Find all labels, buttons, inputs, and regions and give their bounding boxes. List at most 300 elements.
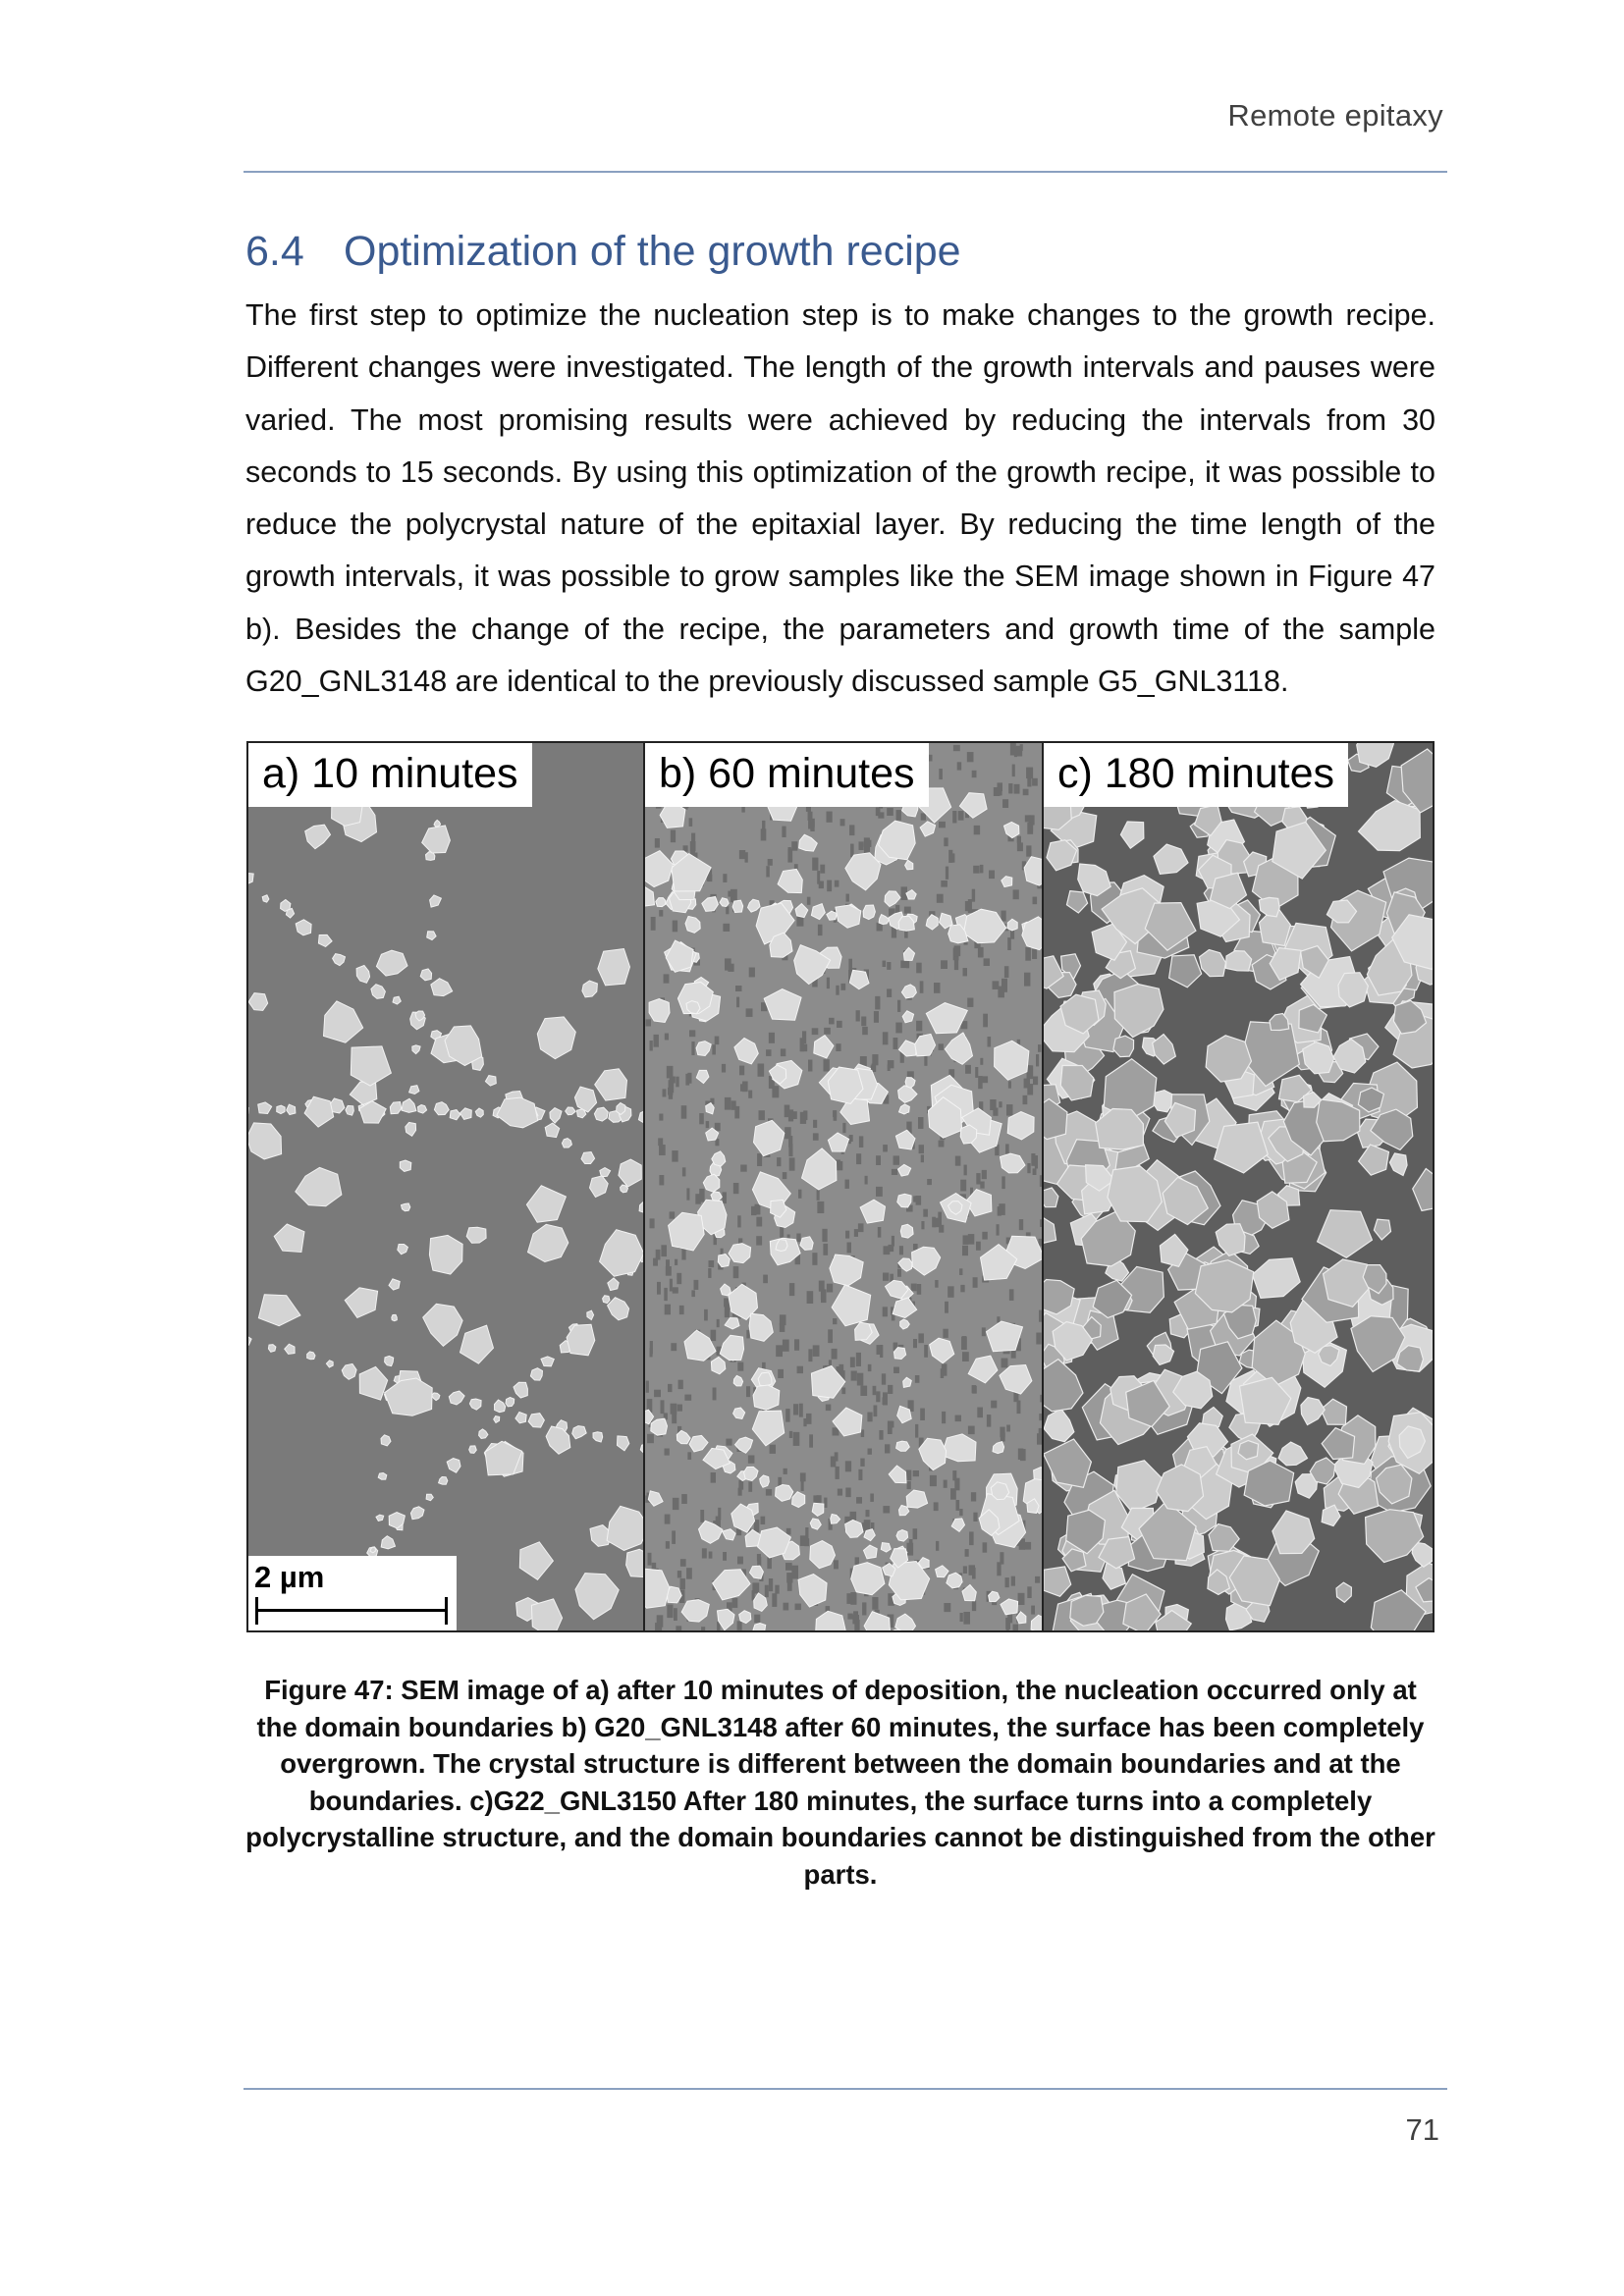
sem-texture-grain	[689, 818, 693, 827]
sem-texture-grain	[887, 988, 892, 997]
sem-texture-grain	[737, 1557, 743, 1565]
sem-texture-grain	[650, 1341, 653, 1354]
sem-texture-grain	[709, 1552, 713, 1559]
sem-texture-grain	[923, 1209, 928, 1217]
sem-texture-grain	[759, 1110, 765, 1120]
sem-texture-grain	[763, 1275, 768, 1284]
sem-texture-grain	[812, 858, 818, 871]
sem-texture-grain	[659, 1145, 666, 1155]
sem-texture-grain	[878, 1227, 882, 1238]
sem-texture-grain	[711, 1330, 717, 1341]
sem-texture-grain	[927, 1179, 932, 1185]
sem-texture-grain	[842, 1123, 845, 1133]
sem-texture-grain	[976, 1242, 981, 1251]
sem-texture-grain	[984, 958, 990, 966]
sem-texture-grain	[1017, 842, 1023, 851]
sem-texture-grain	[809, 1434, 813, 1447]
sem-texture-grain	[700, 1510, 704, 1522]
sem-texture-grain	[1009, 1289, 1014, 1301]
sem-texture-grain	[817, 1190, 820, 1201]
sem-texture-grain	[739, 1066, 744, 1076]
sem-texture-grain	[913, 1196, 918, 1201]
sem-texture-grain	[757, 1554, 761, 1561]
sem-texture-grain	[939, 822, 946, 828]
sem-texture-grain	[837, 1021, 842, 1028]
sem-texture-grain	[921, 1154, 924, 1162]
sem-texture-grain	[723, 924, 730, 932]
sem-texture-grain	[875, 996, 880, 1010]
sem-texture-grain	[655, 838, 660, 848]
sem-texture-grain	[737, 1362, 743, 1371]
sem-texture-grain	[999, 1101, 1001, 1107]
sem-texture-grain	[794, 1339, 799, 1351]
sem-texture-grain	[892, 1236, 894, 1247]
sem-texture-grain	[746, 1330, 749, 1339]
sem-texture-grain	[767, 1557, 772, 1569]
sem-texture-grain	[944, 1480, 947, 1488]
sem-texture-grain	[1036, 1333, 1041, 1345]
section-number: 6.4	[245, 228, 304, 275]
sem-texture-grain	[680, 1578, 685, 1589]
sem-texture-grain	[971, 1492, 976, 1501]
sem-texture-grain	[715, 1037, 720, 1045]
header-divider	[244, 171, 1447, 173]
sem-texture-grain	[785, 1409, 789, 1422]
sem-texture-grain	[650, 1041, 653, 1051]
sem-texture-grain	[807, 1291, 814, 1304]
sem-texture-grain	[770, 1445, 776, 1454]
sem-texture-grain	[677, 1273, 681, 1284]
sem-texture-grain	[726, 1439, 731, 1446]
sem-texture-grain	[1014, 784, 1020, 794]
sem-texture-grain	[805, 1527, 808, 1540]
sem-texture-grain	[941, 960, 947, 969]
sem-texture-grain	[725, 958, 731, 970]
sem-texture-grain	[739, 850, 745, 859]
sem-texture-grain	[778, 1369, 784, 1378]
sem-texture-grain	[1002, 799, 1008, 808]
sem-texture-grain	[672, 1150, 677, 1162]
sem-texture-grain	[952, 1470, 956, 1480]
sem-texture-grain	[960, 1613, 963, 1622]
sem-texture-grain	[858, 1469, 862, 1480]
sem-texture-grain	[793, 1404, 798, 1415]
sem-texture-grain	[973, 1513, 977, 1522]
sem-texture-grain	[691, 1290, 695, 1297]
body-paragraph: The first step to optimize the nucleation step is to make changes to the growth recipe. Different changes were investigated. The length of the growth intervals and pauses were varied. The most promising results were achieved by reducing the intervals from 30 seconds to 15 seconds. By using this optimization of the growth recipe, it was possible to reduce the polycrystal nature of the epitaxial layer. By reducing the time length of the growth intervals, it was possible to grow samples like the SEM image shown in Figure 47 b). Besides the change of the recipe, the parameters and growth time of the sample G20_GNL3148 are identical to the previously discussed sample G5_GNL3118.	[245, 298, 1435, 699]
sem-texture-grain	[868, 1449, 872, 1455]
sem-texture-grain	[775, 1585, 779, 1594]
sem-crystal	[732, 900, 743, 912]
sem-texture-grain	[978, 1076, 983, 1089]
sem-texture-grain	[801, 1477, 804, 1491]
sem-texture-grain	[671, 830, 676, 843]
sem-texture-grain	[746, 1008, 753, 1017]
sem-texture-grain	[856, 1353, 861, 1366]
sem-texture-grain	[915, 1424, 918, 1438]
sem-texture-grain	[866, 1510, 870, 1517]
sem-texture-grain	[766, 1489, 772, 1496]
sem-texture-grain	[733, 1266, 739, 1278]
sem-texture-grain	[962, 1352, 969, 1362]
sem-texture-grain	[1000, 1427, 1004, 1438]
sem-texture-grain	[836, 986, 839, 995]
sem-texture-grain	[1027, 823, 1033, 834]
sem-texture-grain	[787, 1582, 792, 1591]
sem-texture-grain	[789, 1283, 794, 1296]
sem-texture-grain	[943, 1329, 947, 1338]
sem-texture-grain	[939, 1225, 944, 1233]
sem-texture-grain	[967, 998, 973, 1007]
scale-bar-label: 2 µm	[254, 1560, 325, 1594]
sem-texture-grain	[916, 963, 922, 974]
sem-texture-grain	[647, 1434, 654, 1443]
sem-texture-grain	[817, 1201, 824, 1213]
sem-texture-grain	[751, 1206, 757, 1215]
panel-label-c: c) 180 minutes	[1044, 743, 1348, 807]
sem-texture-grain	[944, 1603, 950, 1612]
sem-crystal	[506, 1398, 514, 1407]
sem-texture-grain	[797, 1366, 803, 1373]
sem-texture-grain	[819, 1281, 825, 1292]
sem-texture-grain	[989, 871, 995, 880]
sem-texture-grain	[969, 1531, 974, 1545]
sem-texture-grain	[911, 1284, 917, 1292]
sem-texture-grain	[976, 1173, 980, 1184]
sem-texture-grain	[646, 1381, 649, 1393]
sem-texture-grain	[997, 1224, 1000, 1235]
sem-texture-grain	[833, 1318, 837, 1324]
sem-texture-grain	[963, 1235, 969, 1245]
sem-texture-grain	[836, 1467, 839, 1479]
sem-texture-grain	[725, 1097, 731, 1110]
sem-texture-grain	[1020, 744, 1023, 751]
sem-texture-grain	[942, 1412, 946, 1423]
sem-texture-grain	[845, 1180, 849, 1189]
sem-texture-grain	[734, 1106, 739, 1119]
sem-texture-grain	[784, 1468, 787, 1474]
sem-texture-grain	[991, 1401, 997, 1409]
sem-texture-grain	[708, 1268, 711, 1278]
sem-texture-grain	[1001, 1176, 1005, 1189]
sem-texture-grain	[1013, 889, 1019, 899]
sem-texture-grain	[1023, 1095, 1028, 1104]
sem-crystal	[530, 1368, 542, 1380]
sem-texture-grain	[827, 1284, 833, 1293]
sem-texture-grain	[646, 1019, 652, 1026]
sem-texture-grain	[796, 1234, 800, 1243]
figure-caption: Figure 47: SEM image of a) after 10 minutes of deposition, the nucleation occurred only at the domain boundaries b) G20_GNL3148 after 60 minutes, the surface has been completely overgrown. The crystal structure is different between the domain boundaries and at the boundaries. c)G22_GNL3150 After 180 minutes, the surface turns into a completely polycrystalline structure, and the domain boundaries cannot be distinguished from the other parts.	[245, 1675, 1435, 1890]
sem-texture-grain	[849, 1135, 853, 1142]
sem-texture-grain	[822, 1229, 827, 1242]
sem-texture-grain	[876, 1187, 883, 1197]
sem-texture-grain	[686, 1188, 689, 1200]
sem-texture-grain	[650, 1218, 655, 1228]
sem-texture-grain	[1012, 765, 1015, 777]
sem-texture-grain	[754, 1615, 760, 1624]
sem-texture-grain	[1001, 1359, 1008, 1368]
sem-texture-grain	[1023, 789, 1029, 796]
sem-texture-grain	[723, 874, 727, 882]
sem-texture-grain	[791, 1566, 798, 1579]
sem-texture-grain	[735, 986, 742, 991]
sem-texture-grain	[666, 1266, 672, 1276]
sem-texture-grain	[921, 1221, 924, 1229]
sem-texture-grain	[868, 1364, 872, 1371]
sem-texture-grain	[993, 981, 1000, 989]
sem-texture-grain	[883, 961, 887, 967]
sem-texture-grain	[997, 1562, 1001, 1575]
sem-texture-grain	[876, 1155, 881, 1165]
sem-texture-grain	[665, 1515, 671, 1524]
sem-texture-grain	[756, 1217, 762, 1227]
sem-texture-grain	[793, 1432, 800, 1446]
sem-texture-grain	[1011, 1576, 1015, 1586]
sem-texture-grain	[847, 1243, 852, 1254]
sem-texture-grain	[684, 1395, 691, 1401]
sem-image-c	[1044, 743, 1433, 1630]
sem-texture-grain	[758, 1064, 765, 1077]
sem-texture-grain	[972, 1601, 976, 1612]
sem-texture-grain	[920, 981, 924, 992]
sem-texture-grain	[983, 1014, 988, 1028]
sem-texture-grain	[963, 1612, 970, 1625]
sem-texture-grain	[975, 1067, 978, 1078]
sem-texture-grain	[813, 1133, 819, 1140]
sem-texture-grain	[950, 853, 954, 862]
sem-texture-grain	[840, 984, 845, 990]
sem-texture-grain	[717, 1319, 720, 1327]
sem-texture-grain	[769, 1578, 773, 1591]
sem-texture-grain	[648, 1553, 652, 1566]
sem-texture-grain	[745, 852, 748, 863]
sem-texture-grain	[670, 1077, 676, 1084]
sem-crystal	[392, 1314, 398, 1320]
sem-texture-grain	[998, 788, 1001, 796]
sem-texture-grain	[672, 1414, 677, 1423]
sem-texture-grain	[1018, 1593, 1025, 1605]
sem-texture-grain	[934, 1502, 939, 1511]
sem-texture-grain	[713, 1388, 717, 1401]
sem-texture-grain	[665, 1034, 669, 1041]
sem-texture-grain	[851, 1371, 857, 1381]
sem-texture-grain	[990, 1099, 996, 1110]
sem-texture-grain	[749, 968, 755, 978]
sem-texture-grain	[850, 1358, 855, 1367]
sem-texture-grain	[795, 1604, 801, 1611]
sem-crystal	[753, 1385, 780, 1410]
sem-texture-grain	[808, 1060, 812, 1072]
sem-texture-grain	[946, 867, 948, 880]
sem-texture-grain	[677, 1571, 681, 1577]
sem-texture-grain	[651, 917, 656, 931]
running-header: Remote epitaxy	[1227, 98, 1443, 133]
scale-bar-tick-right	[445, 1597, 448, 1625]
sem-texture-grain	[845, 1231, 849, 1239]
sem-texture-grain	[1006, 1425, 1010, 1432]
sem-texture-grain	[937, 894, 944, 903]
sem-texture-grain	[791, 841, 797, 851]
sem-texture-grain	[960, 1180, 966, 1192]
sem-texture-grain	[827, 881, 832, 892]
sem-texture-grain	[667, 1605, 673, 1619]
sem-texture-grain	[962, 1246, 968, 1255]
sem-texture-grain	[924, 1055, 927, 1066]
sem-texture-grain	[813, 1120, 817, 1128]
scale-bar-box	[248, 1556, 457, 1630]
sem-texture-grain	[934, 983, 941, 993]
sem-texture-grain	[820, 865, 825, 874]
sem-texture-grain	[671, 1404, 677, 1415]
sem-texture-grain	[785, 1127, 791, 1139]
sem-texture-grain	[913, 1339, 917, 1348]
sem-texture-grain	[769, 1033, 775, 1043]
sem-texture-grain	[860, 1459, 864, 1467]
page-number: 71	[1405, 2112, 1439, 2147]
sem-texture-grain	[690, 841, 696, 851]
sem-texture-grain	[668, 1384, 673, 1392]
sem-texture-grain	[748, 1091, 752, 1098]
sem-texture-grain	[846, 894, 849, 902]
sem-texture-grain	[888, 1421, 893, 1435]
sem-texture-grain	[834, 1111, 838, 1121]
sem-texture-grain	[888, 1385, 893, 1394]
sem-texture-grain	[893, 1038, 898, 1049]
sem-texture-grain	[837, 1161, 842, 1170]
sem-texture-grain	[969, 1565, 976, 1575]
sem-image-b	[645, 743, 1042, 1630]
sem-texture-grain	[777, 1157, 781, 1166]
sem-texture-grain	[781, 1048, 785, 1056]
sem-texture-grain	[676, 1626, 681, 1630]
sem-texture-grain	[887, 808, 893, 816]
sem-texture-grain	[1017, 836, 1021, 843]
sem-texture-grain	[982, 1170, 987, 1179]
sem-texture-grain	[663, 1089, 667, 1096]
sem-texture-grain	[1013, 1625, 1019, 1630]
sem-texture-grain	[736, 997, 739, 1008]
sem-texture-grain	[965, 1549, 969, 1557]
sem-texture-grain	[973, 1277, 978, 1288]
sem-texture-grain	[879, 1430, 883, 1440]
sem-texture-grain	[827, 812, 833, 823]
sem-texture-grain	[1024, 973, 1030, 987]
sem-texture-grain	[676, 1077, 678, 1088]
sem-texture-grain	[899, 1246, 903, 1255]
sem-texture-grain	[824, 1059, 830, 1071]
sem-texture-grain	[704, 1309, 708, 1321]
sem-texture-grain	[945, 1302, 948, 1313]
sem-texture-grain	[824, 1028, 831, 1035]
sem-texture-grain	[765, 1585, 769, 1598]
sem-texture-grain	[1005, 1577, 1009, 1587]
sem-texture-grain	[1033, 1077, 1038, 1086]
sem-texture-grain	[799, 1404, 803, 1417]
sem-texture-grain	[691, 1041, 694, 1055]
sem-texture-grain	[936, 1541, 939, 1551]
sem-texture-grain	[972, 771, 977, 777]
sem-texture-grain	[856, 1153, 861, 1164]
sem-texture-grain	[682, 1167, 686, 1176]
sem-texture-grain	[818, 925, 823, 935]
sem-texture-grain	[848, 959, 852, 971]
sem-texture-grain	[694, 1280, 699, 1290]
sem-texture-grain	[852, 1615, 859, 1624]
sem-texture-grain	[964, 1165, 967, 1176]
sem-texture-grain	[671, 1343, 677, 1351]
scale-bar-tick-left	[255, 1597, 258, 1625]
sem-figure	[246, 741, 1435, 1632]
sem-texture-grain	[860, 1386, 867, 1396]
sem-texture-grain	[1033, 897, 1038, 905]
sem-texture-grain	[962, 1336, 967, 1346]
sem-texture-grain	[1027, 1163, 1030, 1173]
sem-texture-grain	[956, 1500, 960, 1511]
sem-texture-grain	[1035, 1155, 1038, 1168]
sem-texture-grain	[974, 826, 980, 834]
sem-texture-grain	[813, 1345, 820, 1357]
sem-texture-grain	[861, 1429, 864, 1437]
section-title: Optimization of the growth recipe	[344, 228, 961, 275]
sem-image-a	[248, 743, 643, 1630]
sem-texture-grain	[968, 899, 972, 913]
sem-texture-grain	[941, 1368, 945, 1378]
sem-texture-grain	[726, 906, 729, 914]
sem-texture-grain	[723, 1552, 727, 1561]
sem-panel-b	[643, 743, 1042, 1630]
sem-texture-grain	[746, 1386, 750, 1397]
sem-texture-grain	[659, 1175, 664, 1185]
sem-texture-grain	[980, 865, 984, 874]
sem-texture-grain	[874, 1406, 878, 1417]
sem-texture-grain	[877, 1345, 882, 1355]
sem-texture-grain	[666, 1259, 670, 1266]
sem-texture-grain	[959, 1509, 962, 1516]
sem-crystal	[307, 1352, 315, 1360]
panel-label-a: a) 10 minutes	[248, 743, 532, 807]
sem-texture-grain	[740, 1165, 747, 1172]
sem-texture-grain	[699, 1189, 704, 1202]
sem-texture-grain	[812, 1253, 817, 1265]
sem-texture-grain	[939, 1141, 945, 1148]
sem-texture-grain	[978, 947, 984, 958]
sem-texture-grain	[673, 921, 677, 933]
sem-texture-grain	[883, 1506, 890, 1513]
sem-texture-grain	[850, 1592, 856, 1605]
sem-texture-grain	[654, 1035, 659, 1047]
sem-texture-grain	[906, 1470, 911, 1481]
sem-texture-grain	[672, 1530, 676, 1544]
sem-texture-grain	[826, 1405, 832, 1412]
sem-texture-grain	[766, 1049, 771, 1056]
sem-texture-grain	[673, 1287, 678, 1293]
sem-texture-grain	[952, 811, 956, 824]
sem-texture-grain	[924, 1345, 928, 1358]
sem-texture-grain	[711, 1472, 716, 1483]
sem-texture-grain	[997, 1316, 1000, 1322]
sem-texture-grain	[674, 1608, 677, 1621]
sem-texture-grain	[845, 1488, 850, 1498]
sem-texture-grain	[1032, 778, 1038, 786]
section-heading	[245, 228, 961, 276]
sem-texture-grain	[883, 1145, 888, 1151]
sem-texture-grain	[897, 1000, 900, 1012]
panel-label-b: b) 60 minutes	[645, 743, 929, 807]
sem-texture-grain	[892, 1169, 897, 1175]
sem-texture-grain	[887, 962, 891, 970]
sem-texture-grain	[823, 1244, 828, 1255]
sem-texture-grain	[776, 1345, 783, 1357]
